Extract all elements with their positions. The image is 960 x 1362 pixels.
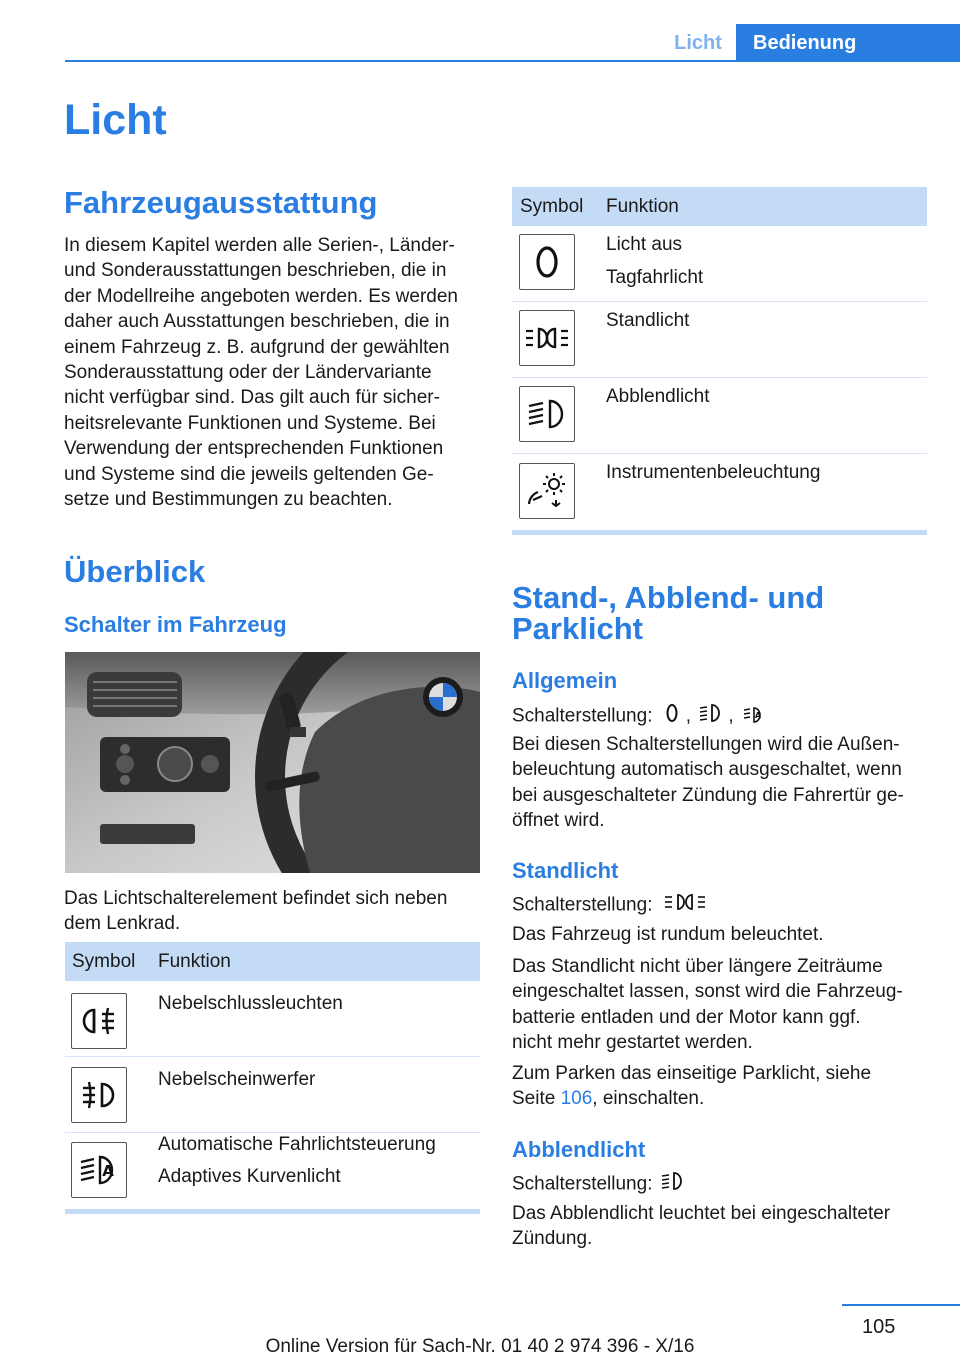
table-row — [65, 1133, 480, 1209]
page-number: 105 — [862, 1316, 896, 1338]
page-title: Licht — [64, 96, 167, 144]
header-section-tab[interactable]: Licht — [674, 31, 722, 54]
footer-version: Online Version für Sach-Nr. 01 40 2 974 396 - X/16 — [265, 1336, 695, 1357]
table-cell-funktion: Nebelscheinwerfer — [158, 1069, 316, 1090]
vehicle-switch-photo — [65, 652, 480, 873]
parking-light-icon — [519, 310, 575, 366]
heading-ueberblick: Überblick — [64, 554, 206, 589]
paragraph-fahrzeugausstattung: In diesem Kapitel werden alle Serien-, Länder- und Sonderausstattungen beschrieben, die in der Modellreihe angeboten werden. Es werden daher auch Ausstattungen beschrieben, die in einem Fahrzeug z. B. aufgrund der gewählten Sonderausstattung oder der Ländervariante nicht verfügbar sind. Das gilt auch für sicher- heitsrelevante Funktionen und Systeme. Bei Verwendung der entsprechenden Funktionen und Systeme sind die jeweils geltenden Ge- setze und Bestimmungen zu beachten. — [64, 235, 458, 511]
table-cell-funktion: Instrumentenbeleuchtung — [606, 462, 821, 483]
parking-light-icon — [660, 890, 710, 921]
zero-position-icon — [519, 234, 575, 290]
col-funktion-header: Funktion — [606, 195, 679, 217]
table-row — [65, 1057, 480, 1133]
table-row — [65, 981, 480, 1057]
table-cell-funktion: Licht aus — [606, 234, 683, 255]
table-header — [512, 187, 927, 226]
low-beam-icon — [660, 1169, 688, 1200]
table-cell-funktion: Abblendlicht — [606, 386, 710, 407]
paragraph-allgemein: Bei diesen Schalterstellungen wird die Außen- beleuchtung automatisch ausgeschaltet, wenn bei ausgeschalteter Zündung die Fahrertür ge- öffnet wird. — [512, 734, 904, 832]
subheading-schalter: Schalter im Fahrzeug — [64, 612, 287, 637]
header-chapter-tab[interactable]: Bedienung — [736, 24, 960, 62]
table-row — [512, 226, 927, 302]
paragraph-abblendlicht: Das Abblendlicht leuchtet bei eingeschalteter Zündung. — [512, 1203, 891, 1250]
front-fog-light-icon — [71, 1067, 127, 1123]
caption-lichtschalter: Das Lichtschalterelement befindet sich neben dem Lenkrad. — [64, 888, 448, 935]
heading-fahrzeugausstattung: Fahrzeugausstattung — [64, 185, 378, 220]
abblendlicht-schalter-line: Schalterstellung: — [512, 1169, 942, 1200]
zero-position-icon — [660, 701, 684, 732]
table-cell-funktion: Nebelschlussleuchten — [158, 993, 343, 1014]
col-symbol-header: Symbol — [520, 195, 584, 217]
symbol-table-right — [512, 187, 927, 535]
table-cell-funktion-2: Adaptives Kurvenlicht — [158, 1166, 341, 1187]
table-end-bar — [65, 1209, 480, 1214]
parking-light-icon — [698, 701, 726, 732]
table-row — [512, 302, 927, 378]
paragraph-standlicht-2: Das Standlicht nicht über längere Zeiträume eingeschaltet lassen, sonst wird die Fahrzeug- batterie entladen und der Motor kann ggf. nicht mehr gestartet werden. — [512, 956, 903, 1054]
svg-text:A: A — [754, 711, 761, 720]
table-cell-funktion: Standlicht — [606, 310, 690, 331]
table-cell-funktion: Automatische Fahrlichtsteuerung — [158, 1134, 436, 1155]
table-end-bar — [512, 530, 927, 535]
instrument-lighting-icon — [741, 701, 767, 732]
col-symbol-header: Symbol — [72, 950, 136, 972]
subheading-abblendlicht: Abblendlicht — [512, 1137, 646, 1162]
table-header — [65, 942, 480, 981]
standlicht-schalter-line: Schalterstellung: — [512, 890, 942, 921]
rear-fog-light-icon — [71, 993, 127, 1049]
symbol-table-left — [65, 942, 480, 1214]
paragraph-standlicht-1: Das Fahrzeug ist rundum beleuchtet. — [512, 924, 824, 945]
heading-stand-abblend-parklicht: Stand-, Abblend- und Parklicht — [512, 580, 825, 646]
table-row — [512, 378, 927, 454]
paragraph-standlicht-3: Zum Parken das einseitige Parklicht, siehe Seite 106, einschalten. — [512, 1063, 872, 1110]
col-funktion-header: Funktion — [158, 950, 231, 972]
subheading-standlicht: Standlicht — [512, 858, 619, 883]
auto-headlight-icon — [71, 1142, 127, 1198]
svg-text:A: A — [102, 1162, 114, 1180]
page-number-rule — [842, 1304, 960, 1306]
allgemein-schalter-line: Schalterstellung: , , A — [512, 701, 942, 732]
page-reference-link[interactable]: 106 — [560, 1088, 593, 1110]
table-cell-funktion-2: Tagfahrlicht — [606, 267, 704, 288]
low-beam-icon — [519, 386, 575, 442]
header-rule — [65, 60, 960, 62]
subheading-allgemein: Allgemein — [512, 668, 618, 693]
table-row — [512, 454, 927, 530]
instrument-lighting-icon — [519, 463, 575, 519]
